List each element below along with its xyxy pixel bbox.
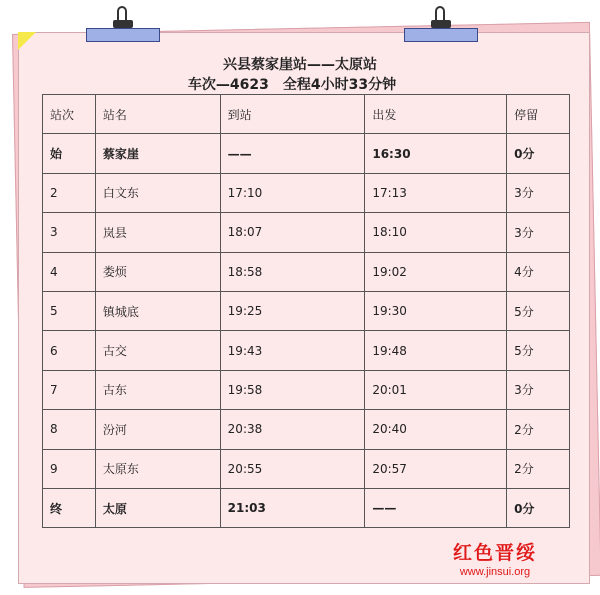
watermark-url: www.jinsui.org xyxy=(459,566,531,578)
table-row xyxy=(43,331,570,370)
column-header: 站次 xyxy=(43,95,96,134)
station-number: 4 xyxy=(43,252,96,291)
table-row xyxy=(43,488,570,527)
station-number: 终 xyxy=(43,488,96,527)
stop-duration: 3分 xyxy=(507,370,570,409)
arrival-time: 18:07 xyxy=(220,213,365,252)
station-number: 2 xyxy=(43,173,96,212)
station-name: 太原 xyxy=(95,488,220,527)
table-row xyxy=(43,134,570,173)
stop-duration: 3分 xyxy=(507,213,570,252)
station-number: 7 xyxy=(43,370,96,409)
departure-time: 19:02 xyxy=(365,252,507,291)
stop-duration: 0分 xyxy=(507,488,570,527)
arrival-time: 20:55 xyxy=(220,449,365,488)
departure-time: 16:30 xyxy=(365,134,507,173)
arrival-time: 17:10 xyxy=(220,173,365,212)
table-row xyxy=(43,370,570,409)
station-name: 岚县 xyxy=(95,213,220,252)
station-name: 蔡家崖 xyxy=(95,134,220,173)
binder-clip-left-icon xyxy=(86,6,160,42)
column-header: 到站 xyxy=(220,95,365,134)
departure-time: 20:01 xyxy=(365,370,507,409)
watermark-name: 红色晋绥 xyxy=(452,542,537,564)
table-header-row xyxy=(43,95,570,134)
departure-time: 17:13 xyxy=(365,173,507,212)
station-name: 娄烦 xyxy=(95,252,220,291)
station-name: 太原东 xyxy=(95,449,220,488)
station-number: 6 xyxy=(43,331,96,370)
station-name: 镇城底 xyxy=(95,291,220,330)
departure-time: 18:10 xyxy=(365,213,507,252)
stop-duration: 5分 xyxy=(507,331,570,370)
station-number: 3 xyxy=(43,213,96,252)
arrival-time: 19:25 xyxy=(220,291,365,330)
station-name: 古交 xyxy=(95,331,220,370)
table-row xyxy=(43,213,570,252)
timetable xyxy=(42,94,570,528)
station-name: 古东 xyxy=(95,370,220,409)
station-number: 5 xyxy=(43,291,96,330)
column-header: 出发 xyxy=(365,95,507,134)
route-title: 兴县蔡家崖站——太原站 xyxy=(223,57,377,73)
site-watermark xyxy=(440,538,550,578)
station-number: 8 xyxy=(43,410,96,449)
station-number: 9 xyxy=(43,449,96,488)
arrival-time: 19:58 xyxy=(220,370,365,409)
station-number: 始 xyxy=(43,134,96,173)
stop-duration: 4分 xyxy=(507,252,570,291)
departure-time: 19:30 xyxy=(365,291,507,330)
arrival-time: 20:38 xyxy=(220,410,365,449)
arrival-time: 19:43 xyxy=(220,331,365,370)
station-name: 汾河 xyxy=(95,410,220,449)
arrival-time: 18:58 xyxy=(220,252,365,291)
arrival-time: —— xyxy=(220,134,365,173)
departure-time: 20:57 xyxy=(365,449,507,488)
stop-duration: 0分 xyxy=(507,134,570,173)
table-row xyxy=(43,252,570,291)
corner-fold xyxy=(18,32,36,50)
stop-duration: 2分 xyxy=(507,449,570,488)
table-row xyxy=(43,449,570,488)
train-subtitle: 车次—4623 全程4小时33分钟 xyxy=(187,77,397,93)
stop-duration: 2分 xyxy=(507,410,570,449)
arrival-time: 21:03 xyxy=(220,488,365,527)
table-row xyxy=(43,291,570,330)
departure-time: 20:40 xyxy=(365,410,507,449)
departure-time: 19:48 xyxy=(365,331,507,370)
table-row xyxy=(43,173,570,212)
departure-time: —— xyxy=(365,488,507,527)
binder-clip-right-icon xyxy=(404,6,478,42)
column-header: 站名 xyxy=(95,95,220,134)
station-name: 白文东 xyxy=(95,173,220,212)
table-row xyxy=(43,410,570,449)
stop-duration: 5分 xyxy=(507,291,570,330)
stop-duration: 3分 xyxy=(507,173,570,212)
column-header: 停留 xyxy=(507,95,570,134)
